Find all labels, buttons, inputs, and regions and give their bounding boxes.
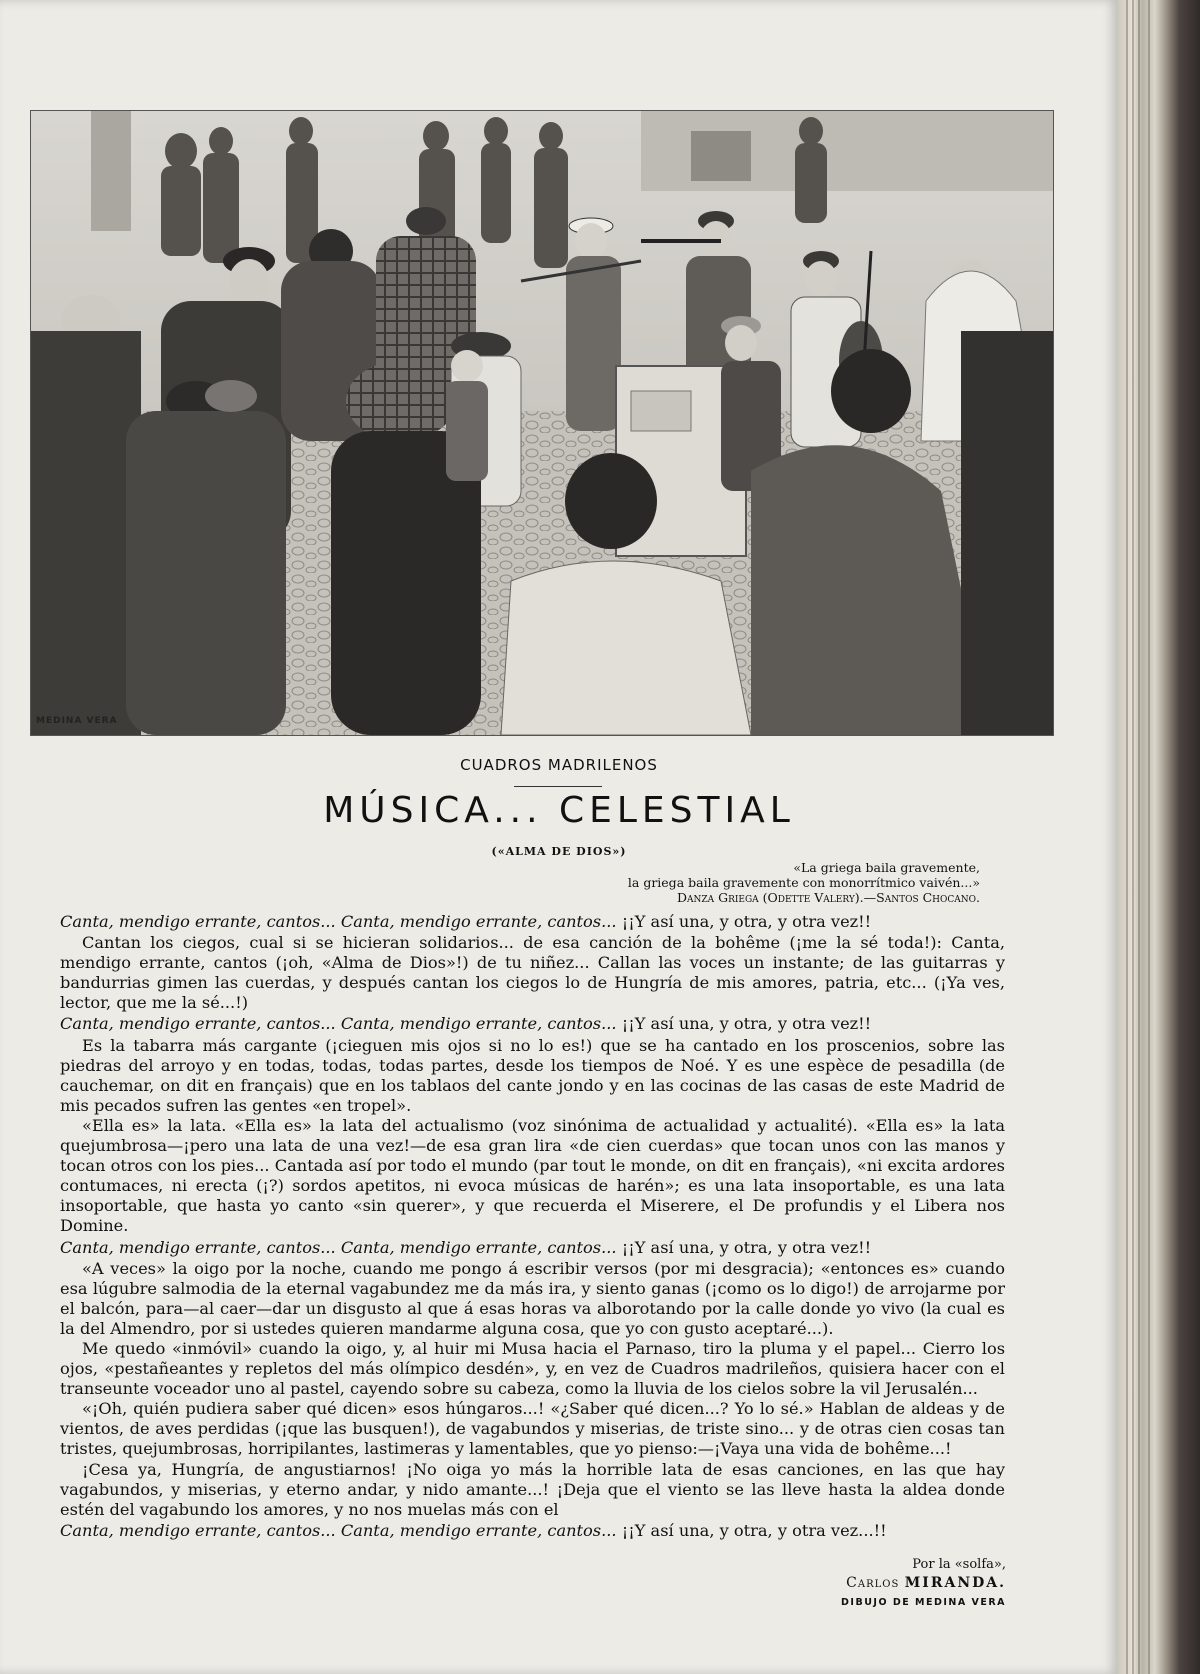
- refrain-text: Canta, mendigo errante, cantos... Canta, mendigo errante, cantos...: [60, 1237, 617, 1257]
- refrain-text: Canta, mendigo errante, cantos... Canta, mendigo errante, cantos...: [60, 1014, 617, 1034]
- illustration-drawing: [31, 111, 1053, 735]
- refrain-tail: ¡¡Y así una, y otra, y otra vez!!: [616, 1014, 872, 1034]
- article-subtitle: («ALMA DE DIOS»): [491, 845, 627, 858]
- paragraph-5: Me quedo «inmóvil» cuando la oigo, y, al huir mi Musa hacia el Parnaso, tiro la pluma y el papel... Cierro los ojos, «pestañeantes y repletos del más olímpico desdén», y, en vez de Cuadros madrileños, quisiera hacer con el transeunte voceador uno al pastel, cayendo sobre su cabeza, como la lluvia de los cielos sobre la vil Jerusalén...: [60, 1338, 1005, 1399]
- epigraph: [560, 860, 980, 905]
- refrain-3: [60, 1238, 1005, 1258]
- epigraph-line-2: la griega baila gravemente con monorrítmico vaivén...»: [627, 875, 980, 890]
- author-name: [760, 1574, 1006, 1593]
- refrain-tail: ¡¡Y así una, y otra, y otra vez!!: [616, 912, 872, 931]
- refrain-tail: ¡¡Y así una, y otra, y otra vez!!: [616, 1237, 872, 1257]
- refrain-text: Canta, mendigo errante, cantos... Canta, mendigo errante, cantos...: [60, 912, 617, 931]
- article-title: MÚSICA... CELESTIAL: [323, 790, 795, 831]
- paragraph-6: «¡Oh, quién pudiera saber qué dicen» esos húngaros...! «¿Saber qué dicen...? Yo lo sé.» Hablan de aldeas y de vientos, de aves perdidas (¡que las busquen!), de vagabundos y miserias, de triste sino... y de otras cien cosas tan tristes, quejumbrosas, horripilantes, lastimeras y lamentables, que yo pienso:—¡Vaya una vida de bohême...!: [60, 1399, 1005, 1459]
- section-label: CUADROS MADRILENOS: [460, 756, 658, 774]
- paragraph-7: ¡Cesa ya, Hungría, de angustiarnos! ¡No oiga yo más la horrible lata de esas canciones, en las que hay vagabundos, y miserias, y eterno andar, y nido amante...! ¡Deja que el viento se las lleve hasta la aldea donde estén del vagabundo los amores, y no nos muelas más con el: [60, 1459, 1005, 1519]
- epigraph-source: Danza Griega (Odette Valery).—Santos Chocano.: [676, 890, 980, 905]
- author-first-name: Carlos: [846, 1575, 900, 1591]
- signoff: [760, 1555, 1006, 1612]
- refrain-tail: ¡¡Y así una, y otra, y otra vez...!!: [616, 1520, 887, 1540]
- illustrator-signature: MEDINA VERA: [36, 716, 118, 726]
- article-body: [60, 911, 1005, 1542]
- book-page-edges: [1118, 0, 1200, 1674]
- paragraph-3: «Ella es» la lata. «Ella es» la lata del actualismo (voz sinónima de actualidad y actualité). «Ella es» la lata quejumbrosa—¡pero una lata de una vez!—de esa gran lira «de cien cuerdas» que tocan unos con las manos y tocan otros con los pies... Cantada así por todo el mundo (par tout le monde, on dit en français), «ni excita ardores contumaces, ni erecta (¡?) sordos apetitos, ni evoca músicas de harén»; es una lata insoportable, es una lata insoportable, que hasta yo canto «sin querer», y que recuerda el Miserere, el De profundis y el Libera nos Domine.: [60, 1115, 1005, 1236]
- title-rule: [514, 786, 602, 787]
- refrain-2: [60, 1014, 1005, 1034]
- drawing-credit: DIBUJO DE MEDINA VERA: [841, 1597, 1006, 1608]
- refrain-text: Canta, mendigo errante, cantos... Canta, mendigo errante, cantos...: [60, 1520, 617, 1540]
- paragraph-1: Cantan los ciegos, cual si se hicieran solidarios... de esa canción de la bohême (¡me la sé toda!): Canta, mendigo errante, cantos (¡oh, «Alma de Dios»!) de tu niñez... Callan las voces un instante; de las guitarras y bandurrias gimen las cuerdas, y después cantan los ciegos lo de Hungría de mis amores, patria, etc... (¡Ya ves, lector, que me la sé...!): [60, 933, 1005, 1013]
- refrain-1: [60, 912, 1005, 932]
- paragraph-4: «A veces» la oigo por la noche, cuando me pongo á escribir versos (por mi desgracia); «entonces es» cuando esa lúgubre salmodia de la eternal vagabundez me da más ira, y siento ganas (¡como os lo digo!) de arrojarme por el balcón, para—al caer—dar un disgusto al que á esas horas va alborotando por la calle donde yo vivo (la cual es la del Almendro, por si ustedes quieren mandarme alguna cosa, que yo con gusto aceptaré...).: [60, 1258, 1005, 1338]
- epigraph-line-1: «La griega baila gravemente,: [793, 860, 980, 875]
- signoff-line: Por la «solfa»,: [912, 1557, 1006, 1572]
- street-musicians-illustration: [30, 110, 1054, 736]
- refrain-4: [60, 1521, 1005, 1541]
- author-last-name: MIRANDA.: [904, 1575, 1006, 1591]
- paragraph-2: Es la tabarra más cargante (¡cieguen mis ojos si no lo es!) que se ha cantado en los proscenios, sobre las piedras del arroyo y en todas, todas, todas partes, desde los tiempos de Noé. Y es une espèce de pesadilla (de cauchemar, on dit en français) que en los tablaos del cante jondo y en las cocinas de las casas de este Madrid de mis pecados sufren las gentes «en tropel».: [60, 1035, 1005, 1115]
